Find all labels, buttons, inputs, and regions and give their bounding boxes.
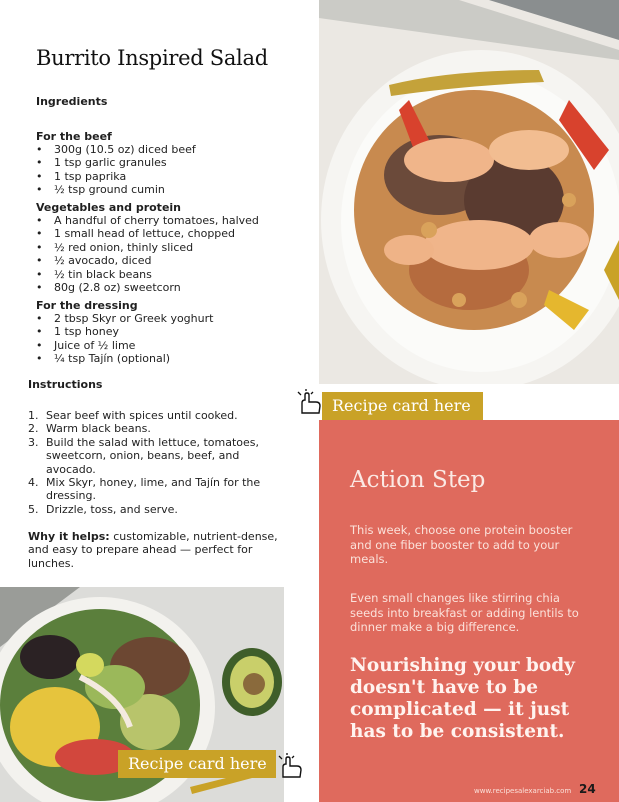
action-step-title: Action Step — [350, 467, 486, 493]
recipe-title: Burrito Inspired Salad — [36, 46, 268, 70]
action-step-quote: Nourishing your body doesn't have to be complicated — it just has to be consistent. — [350, 655, 575, 742]
dressing-list — [36, 312, 213, 366]
step-text: Drizzle, toss, and serve. — [46, 502, 178, 516]
why-label: Why it helps: — [28, 530, 110, 543]
dressing-heading: For the dressing — [36, 299, 138, 312]
step-number: 5. — [28, 502, 39, 516]
step-number: 4. — [28, 476, 39, 490]
footer-url: www.recipesalexarciab.com — [474, 787, 572, 795]
step-text: Mix Skyr, honey, lime, and Tajín for the dressing. — [46, 476, 261, 503]
step-number: 1. — [28, 409, 39, 422]
instructions-heading: Instructions — [28, 378, 103, 391]
ingredients-heading: Ingredients — [36, 95, 108, 108]
step-text: Warm black beans. — [46, 422, 151, 436]
pointing-hand-icon — [277, 753, 305, 781]
beef-list — [36, 143, 196, 197]
list-item: • ½ red onion, thinly sliced — [36, 241, 259, 254]
step-item — [28, 503, 268, 516]
step-text: Build the salad with lettuce, tomatoes, sweetcorn, onion, beans, beef, and avocado. — [46, 435, 260, 476]
recipe-card-button-top[interactable]: Recipe card here — [322, 392, 483, 420]
action-step-paragraph: This week, choose one protein booster and one fiber booster to add to your meals. — [350, 523, 573, 566]
step-item — [28, 409, 268, 422]
list-item: • ½ avocado, diced — [36, 254, 259, 267]
step-text: Sear beef with spices until cooked. — [46, 409, 238, 422]
recipe-card-name: Mediterranean Roasted Vegetable Salad — [489, 393, 594, 413]
list-item: • ½ tin black beans — [36, 268, 259, 281]
list-item: • 300g (10.5 oz) diced beef — [36, 143, 196, 156]
list-item: • ½ tsp ground cumin — [36, 183, 196, 196]
step-item — [28, 436, 268, 476]
list-item: • 1 tsp honey — [36, 325, 213, 338]
instructions-list — [28, 409, 268, 516]
list-item: • 80g (2.8 oz) sweetcorn — [36, 281, 259, 294]
list-item: • ¼ tsp Tajín (optional) — [36, 352, 213, 365]
beef-heading: For the beef — [36, 130, 112, 143]
action-step-paragraph: Even small changes like stirring chia seeds into breakfast or adding lentils to dinner make a big difference. — [350, 591, 579, 634]
pointing-hand-icon — [296, 389, 324, 417]
list-item: • 1 tsp garlic granules — [36, 156, 196, 169]
why-it-helps — [28, 530, 278, 570]
why-text: customizable, nutrient-dense, and easy to prepare ahead — perfect for lunches. — [28, 530, 278, 570]
step-item — [28, 476, 268, 503]
list-item: • 1 tsp paprika — [36, 170, 196, 183]
veg-list — [36, 214, 259, 294]
roasted-vegetable-salad-photo — [319, 0, 619, 384]
list-item: • 2 tbsp Skyr or Greek yoghurt — [36, 312, 213, 325]
step-item — [28, 422, 268, 435]
step-number: 2. — [28, 422, 39, 436]
list-item: • A handful of cherry tomatoes, halved — [36, 214, 259, 227]
recipe-card-button-bottom[interactable]: Recipe card here — [118, 750, 276, 778]
step-number: 3. — [28, 435, 39, 449]
veg-heading: Vegetables and protein — [36, 201, 182, 214]
list-item: • 1 small head of lettuce, chopped — [36, 227, 259, 240]
list-item: • Juice of ½ lime — [36, 339, 213, 352]
page-number: 24 — [579, 782, 596, 796]
